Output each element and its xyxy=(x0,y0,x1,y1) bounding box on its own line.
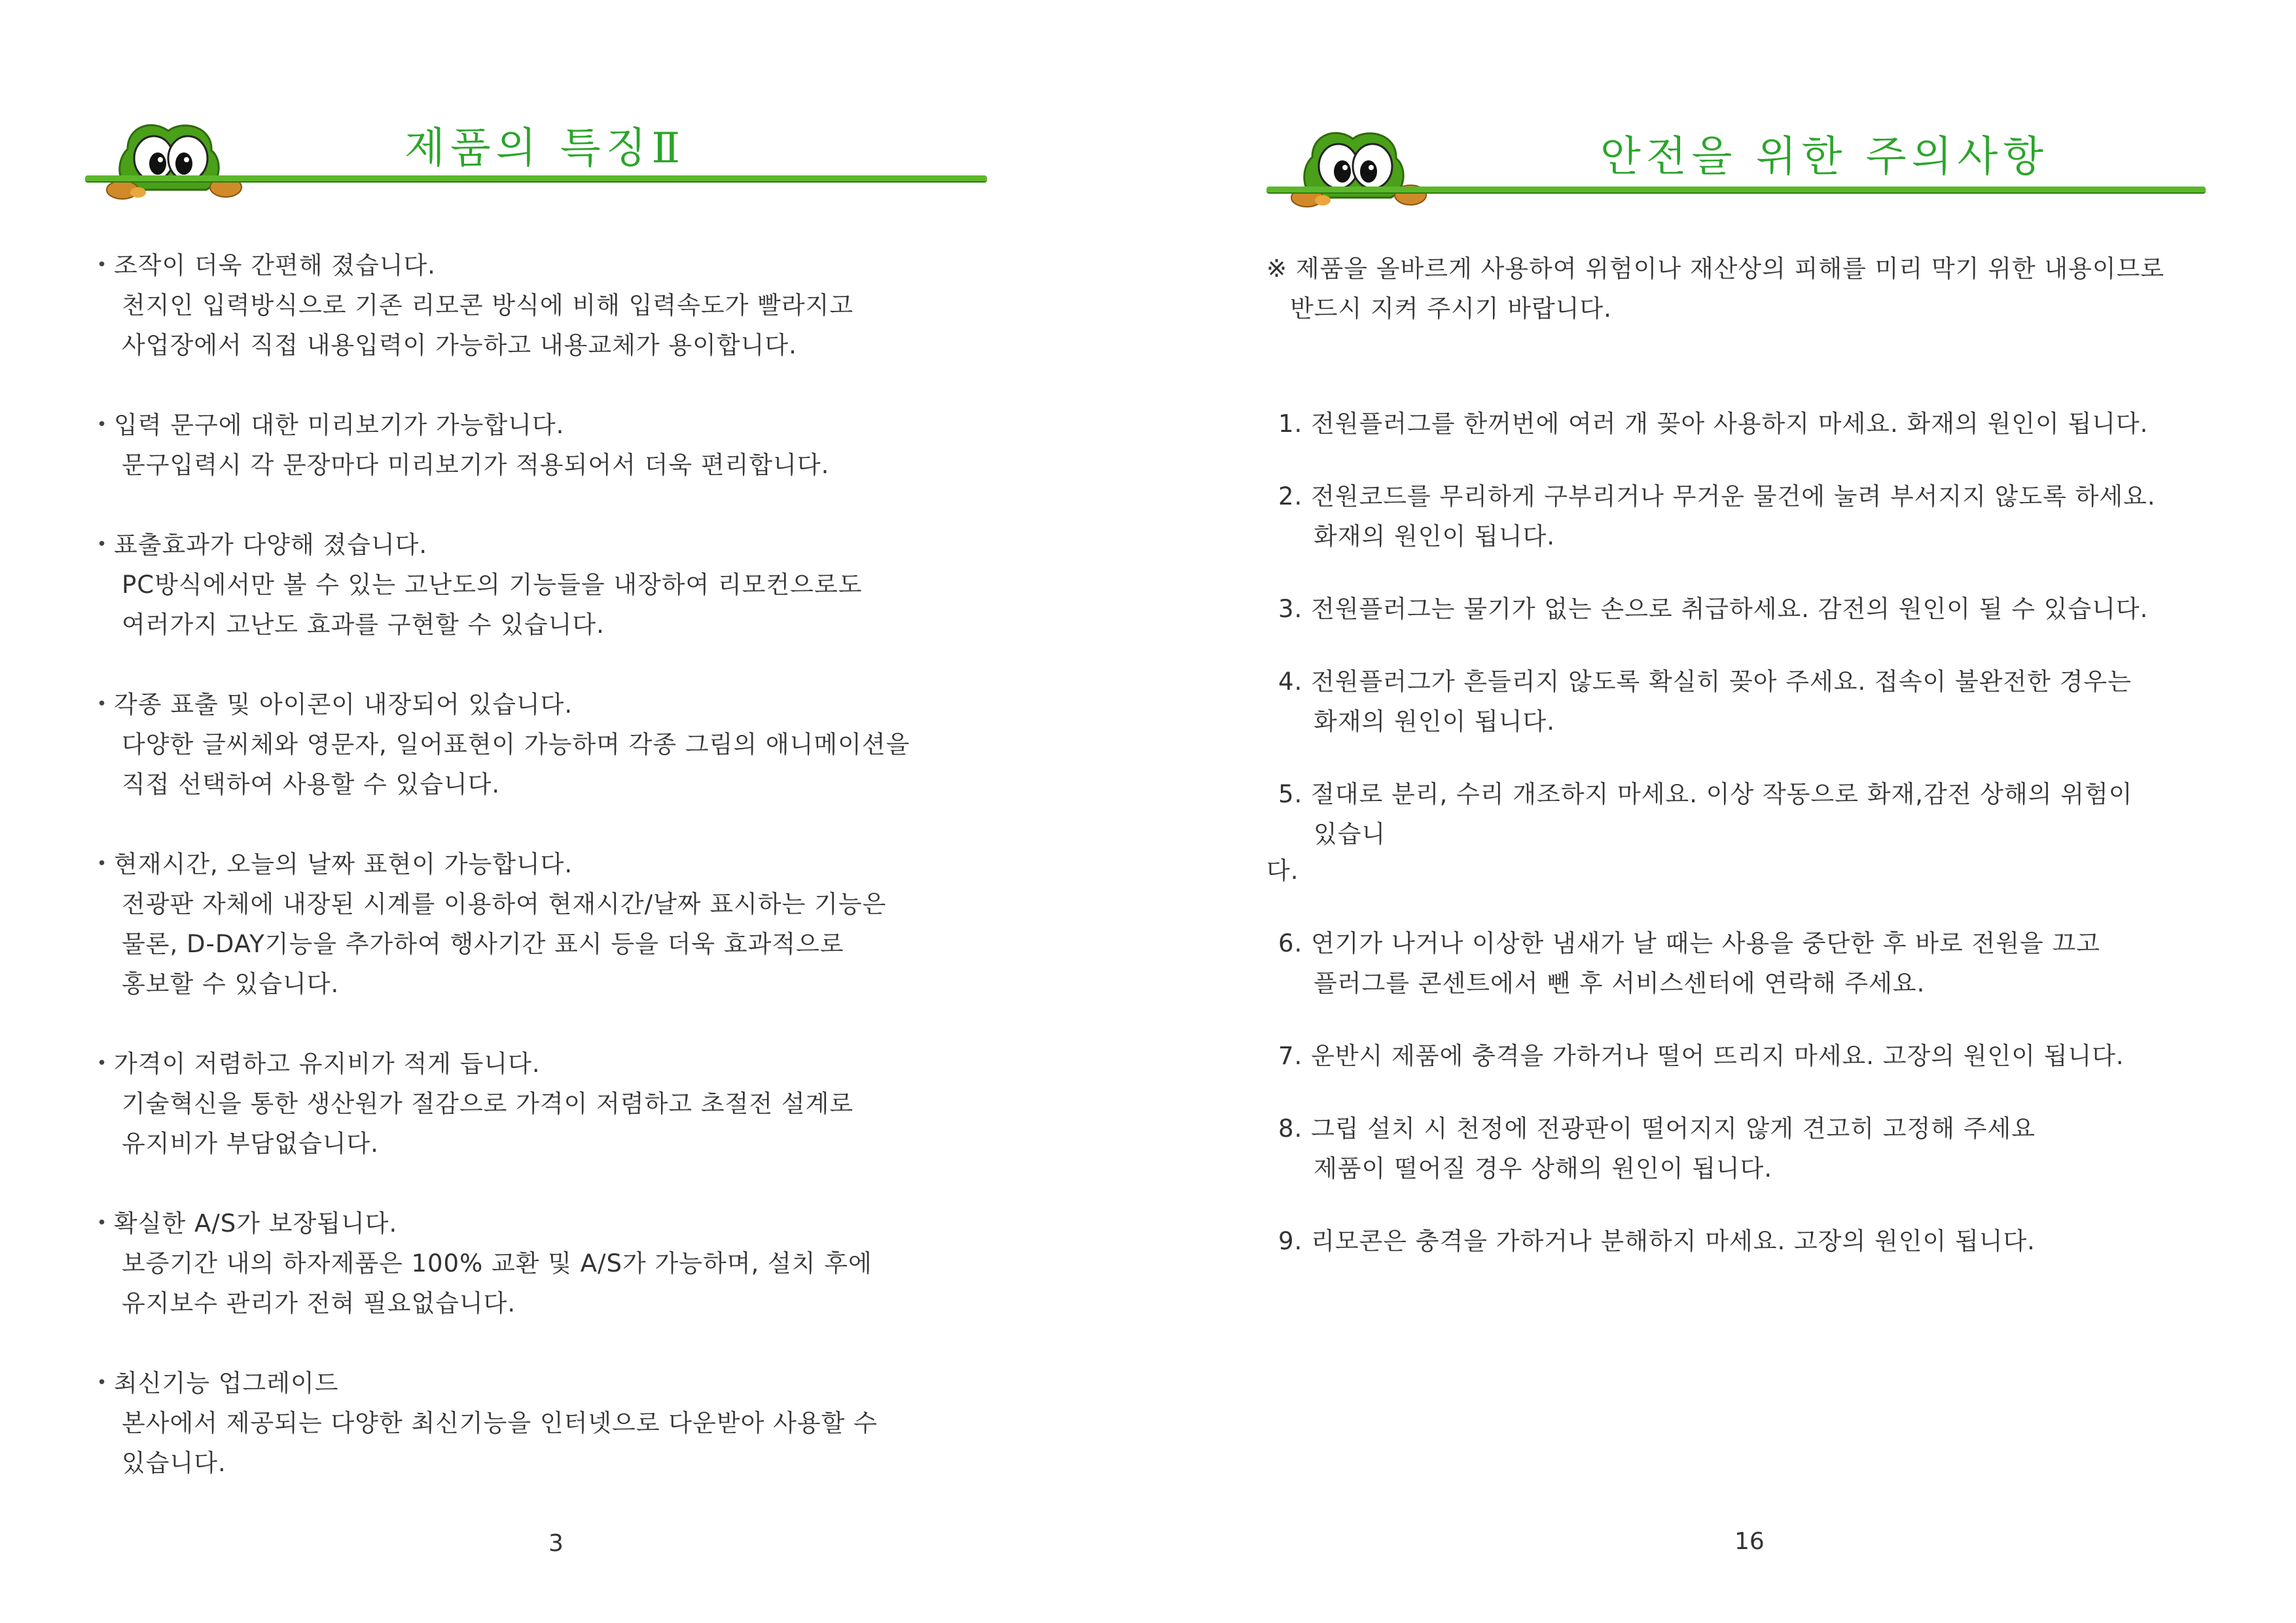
feature-heading-text: 각종 표출 및 아이콘이 내장되어 있습니다. xyxy=(114,690,573,719)
feature-heading xyxy=(92,405,910,445)
safety-rule-item xyxy=(1266,476,2156,556)
feature-heading-text: 최신기능 업그레이드 xyxy=(114,1369,339,1397)
safety-rule-text: 6. 연기가 나거나 이상한 냄새가 날 때는 사용을 중단한 후 바로 전원을 끄고 xyxy=(1278,929,2100,957)
feature-detail-line: 문구입력시 각 문장마다 미리보기가 적용되어서 더욱 편리합니다. xyxy=(122,451,830,479)
safety-rule-item xyxy=(1266,404,2156,444)
feature-detail-line: 사업장에서 직접 내용입력이 가능하고 내용교체가 용이합니다. xyxy=(122,331,797,359)
safety-rule-item xyxy=(1266,662,2156,741)
feature-item xyxy=(92,1363,910,1483)
feature-detail-line: PC방식에서만 볼 수 있는 고난도의 기능들을 내장하여 리모컨으로도 xyxy=(122,571,863,599)
feature-heading-text: 가격이 저렴하고 유지비가 적게 듭니다. xyxy=(114,1050,541,1078)
page-number: 3 xyxy=(548,1530,564,1557)
safety-rule-continuation: 화재의 원인이 됩니다. xyxy=(1314,522,1555,550)
feature-detail-line: 기술혁신을 통한 생산원가 절감으로 가격이 저렴하고 초절전 설계로 xyxy=(122,1090,854,1118)
bullet-icon: • xyxy=(96,415,108,435)
safety-rule-text: 4. 전원플러그가 흔들리지 않도록 확실히 꽂아 주세요. 접속이 불완전한 경우는 xyxy=(1278,668,2132,696)
feature-heading xyxy=(92,1204,910,1243)
bullet-icon: • xyxy=(96,1054,108,1073)
feature-detail-line: 본사에서 제공되는 다양한 최신기능을 인터넷으로 다운받아 사용할 수 xyxy=(122,1409,878,1437)
feature-detail-line: 물론, D-DAY기능을 추가하여 행사기간 표시 등을 더욱 효과적으로 xyxy=(122,930,844,958)
safety-rule-list xyxy=(1266,404,2156,1294)
feature-detail-line: 유지비가 부담없습니다. xyxy=(122,1130,379,1158)
safety-rule-item xyxy=(1266,923,2156,1003)
page-title: 제품의 특징Ⅱ xyxy=(404,124,685,173)
safety-rule-item xyxy=(1266,774,2156,891)
feature-item xyxy=(92,245,910,365)
feature-heading xyxy=(92,1044,910,1084)
safety-rule-text: 3. 전원플러그는 물기가 없는 손으로 취급하세요. 감전의 원인이 될 수 있습니다. xyxy=(1278,595,2149,623)
feature-heading-text: 조작이 더욱 간편해 졌습니다. xyxy=(114,251,436,279)
bullet-icon: • xyxy=(96,255,108,275)
safety-rule-text: 8. 그립 설치 시 천정에 전광판이 떨어지지 않게 견고히 고정해 주세요 xyxy=(1278,1115,2036,1143)
feature-detail-line: 홍보할 수 있습니다. xyxy=(122,970,340,998)
intro-line: ※ 제품을 올바르게 사용하여 위험이나 재산상의 피해를 미리 막기 위한 내용이므로 xyxy=(1266,255,2165,283)
feature-heading xyxy=(92,245,910,285)
safety-rule-item xyxy=(1266,1221,2156,1261)
feature-heading-text: 입력 문구에 대한 미리보기가 가능합니다. xyxy=(114,411,565,439)
safety-rule-continuation: 플러그를 콘센트에서 뺀 후 서비스센터에 연락해 주세요. xyxy=(1314,969,1926,997)
bullet-icon: • xyxy=(96,694,108,714)
bullet-icon: • xyxy=(96,1373,108,1393)
feature-heading xyxy=(92,685,910,724)
mascot-eyes-icon xyxy=(82,116,252,202)
page-title: 안전을 위한 주의사항 xyxy=(1600,133,2049,181)
safety-rule-continuation: 제품이 떨어질 경우 상해의 원인이 됩니다. xyxy=(1314,1154,1773,1183)
safety-rule-text: 7. 운반시 제품에 충격을 가하거나 떨어 뜨리지 마세요. 고장의 원인이 됩니다. xyxy=(1278,1042,2125,1070)
feature-detail-line: 유지보수 관리가 전혀 필요없습니다. xyxy=(122,1289,516,1317)
title-underline xyxy=(1266,187,2206,194)
page-number: 16 xyxy=(1734,1528,1765,1555)
safety-rule-continuation: 있습니 xyxy=(1314,820,1386,848)
intro-line: 반드시 지켜 주시기 바랍니다. xyxy=(1290,294,1612,323)
bullet-icon: • xyxy=(96,535,108,554)
safety-rule-text: 1. 전원플러그를 한꺼번에 여러 개 꽂아 사용하지 마세요. 화재의 원인이 됩니다. xyxy=(1278,410,2149,438)
feature-item xyxy=(92,1044,910,1164)
feature-heading xyxy=(92,1363,910,1403)
feature-item xyxy=(92,685,910,804)
feature-heading-text: 표출효과가 다양해 졌습니다. xyxy=(114,531,428,559)
feature-detail-line: 전광판 자체에 내장된 시계를 이용하여 현재시간/날짜 표시하는 기능은 xyxy=(122,890,887,918)
safety-rule-item xyxy=(1266,1109,2156,1188)
feature-detail-line: 여러가지 고난도 효과를 구현할 수 있습니다. xyxy=(122,611,605,639)
feature-detail-line: 있습니다. xyxy=(122,1449,226,1477)
bullet-icon: • xyxy=(96,854,108,874)
safety-rule-continuation: 다. xyxy=(1266,857,1299,885)
feature-heading-text: 확실한 A/S가 보장됩니다. xyxy=(114,1209,398,1238)
feature-item xyxy=(92,844,910,1004)
feature-item xyxy=(92,1204,910,1323)
feature-heading xyxy=(92,525,910,565)
safety-rule-item xyxy=(1266,589,2156,629)
title-underline xyxy=(85,175,987,183)
safety-rule-continuation: 화재의 원인이 됩니다. xyxy=(1314,707,1555,736)
safety-rule-text: 5. 절대로 분리, 수리 개조하지 마세요. 이상 작동으로 화재,감전 상해의 위험이 xyxy=(1278,780,2133,808)
feature-detail-line: 천지인 입력방식으로 기존 리모콘 방식에 비해 입력속도가 빨라지고 xyxy=(122,291,854,319)
feature-item xyxy=(92,525,910,645)
safety-rule-item xyxy=(1266,1036,2156,1076)
feature-detail-line: 다양한 글씨체와 영문자, 일어표현이 가능하며 각종 그림의 애니메이션을 xyxy=(122,730,910,758)
bullet-icon: • xyxy=(96,1213,108,1233)
mascot-eyes-icon xyxy=(1266,124,1437,209)
safety-rule-text: 2. 전원코드를 무리하게 구부리거나 무거운 물건에 눌려 부서지지 않도록 하세요. xyxy=(1278,482,2156,510)
safety-rule-text: 9. 리모콘은 충격을 가하거나 분해하지 마세요. 고장의 원인이 됩니다. xyxy=(1278,1227,2036,1255)
safety-intro xyxy=(1266,249,2164,329)
feature-heading xyxy=(92,844,910,884)
feature-detail-line: 보증기간 내의 하자제품은 100% 교환 및 A/S가 가능하며, 설치 후에 xyxy=(122,1249,872,1277)
feature-item xyxy=(92,405,910,485)
feature-list xyxy=(92,245,910,1523)
feature-heading-text: 현재시간, 오늘의 날짜 표현이 가능합니다. xyxy=(114,850,573,878)
feature-detail-line: 직접 선택하여 사용할 수 있습니다. xyxy=(122,770,501,798)
